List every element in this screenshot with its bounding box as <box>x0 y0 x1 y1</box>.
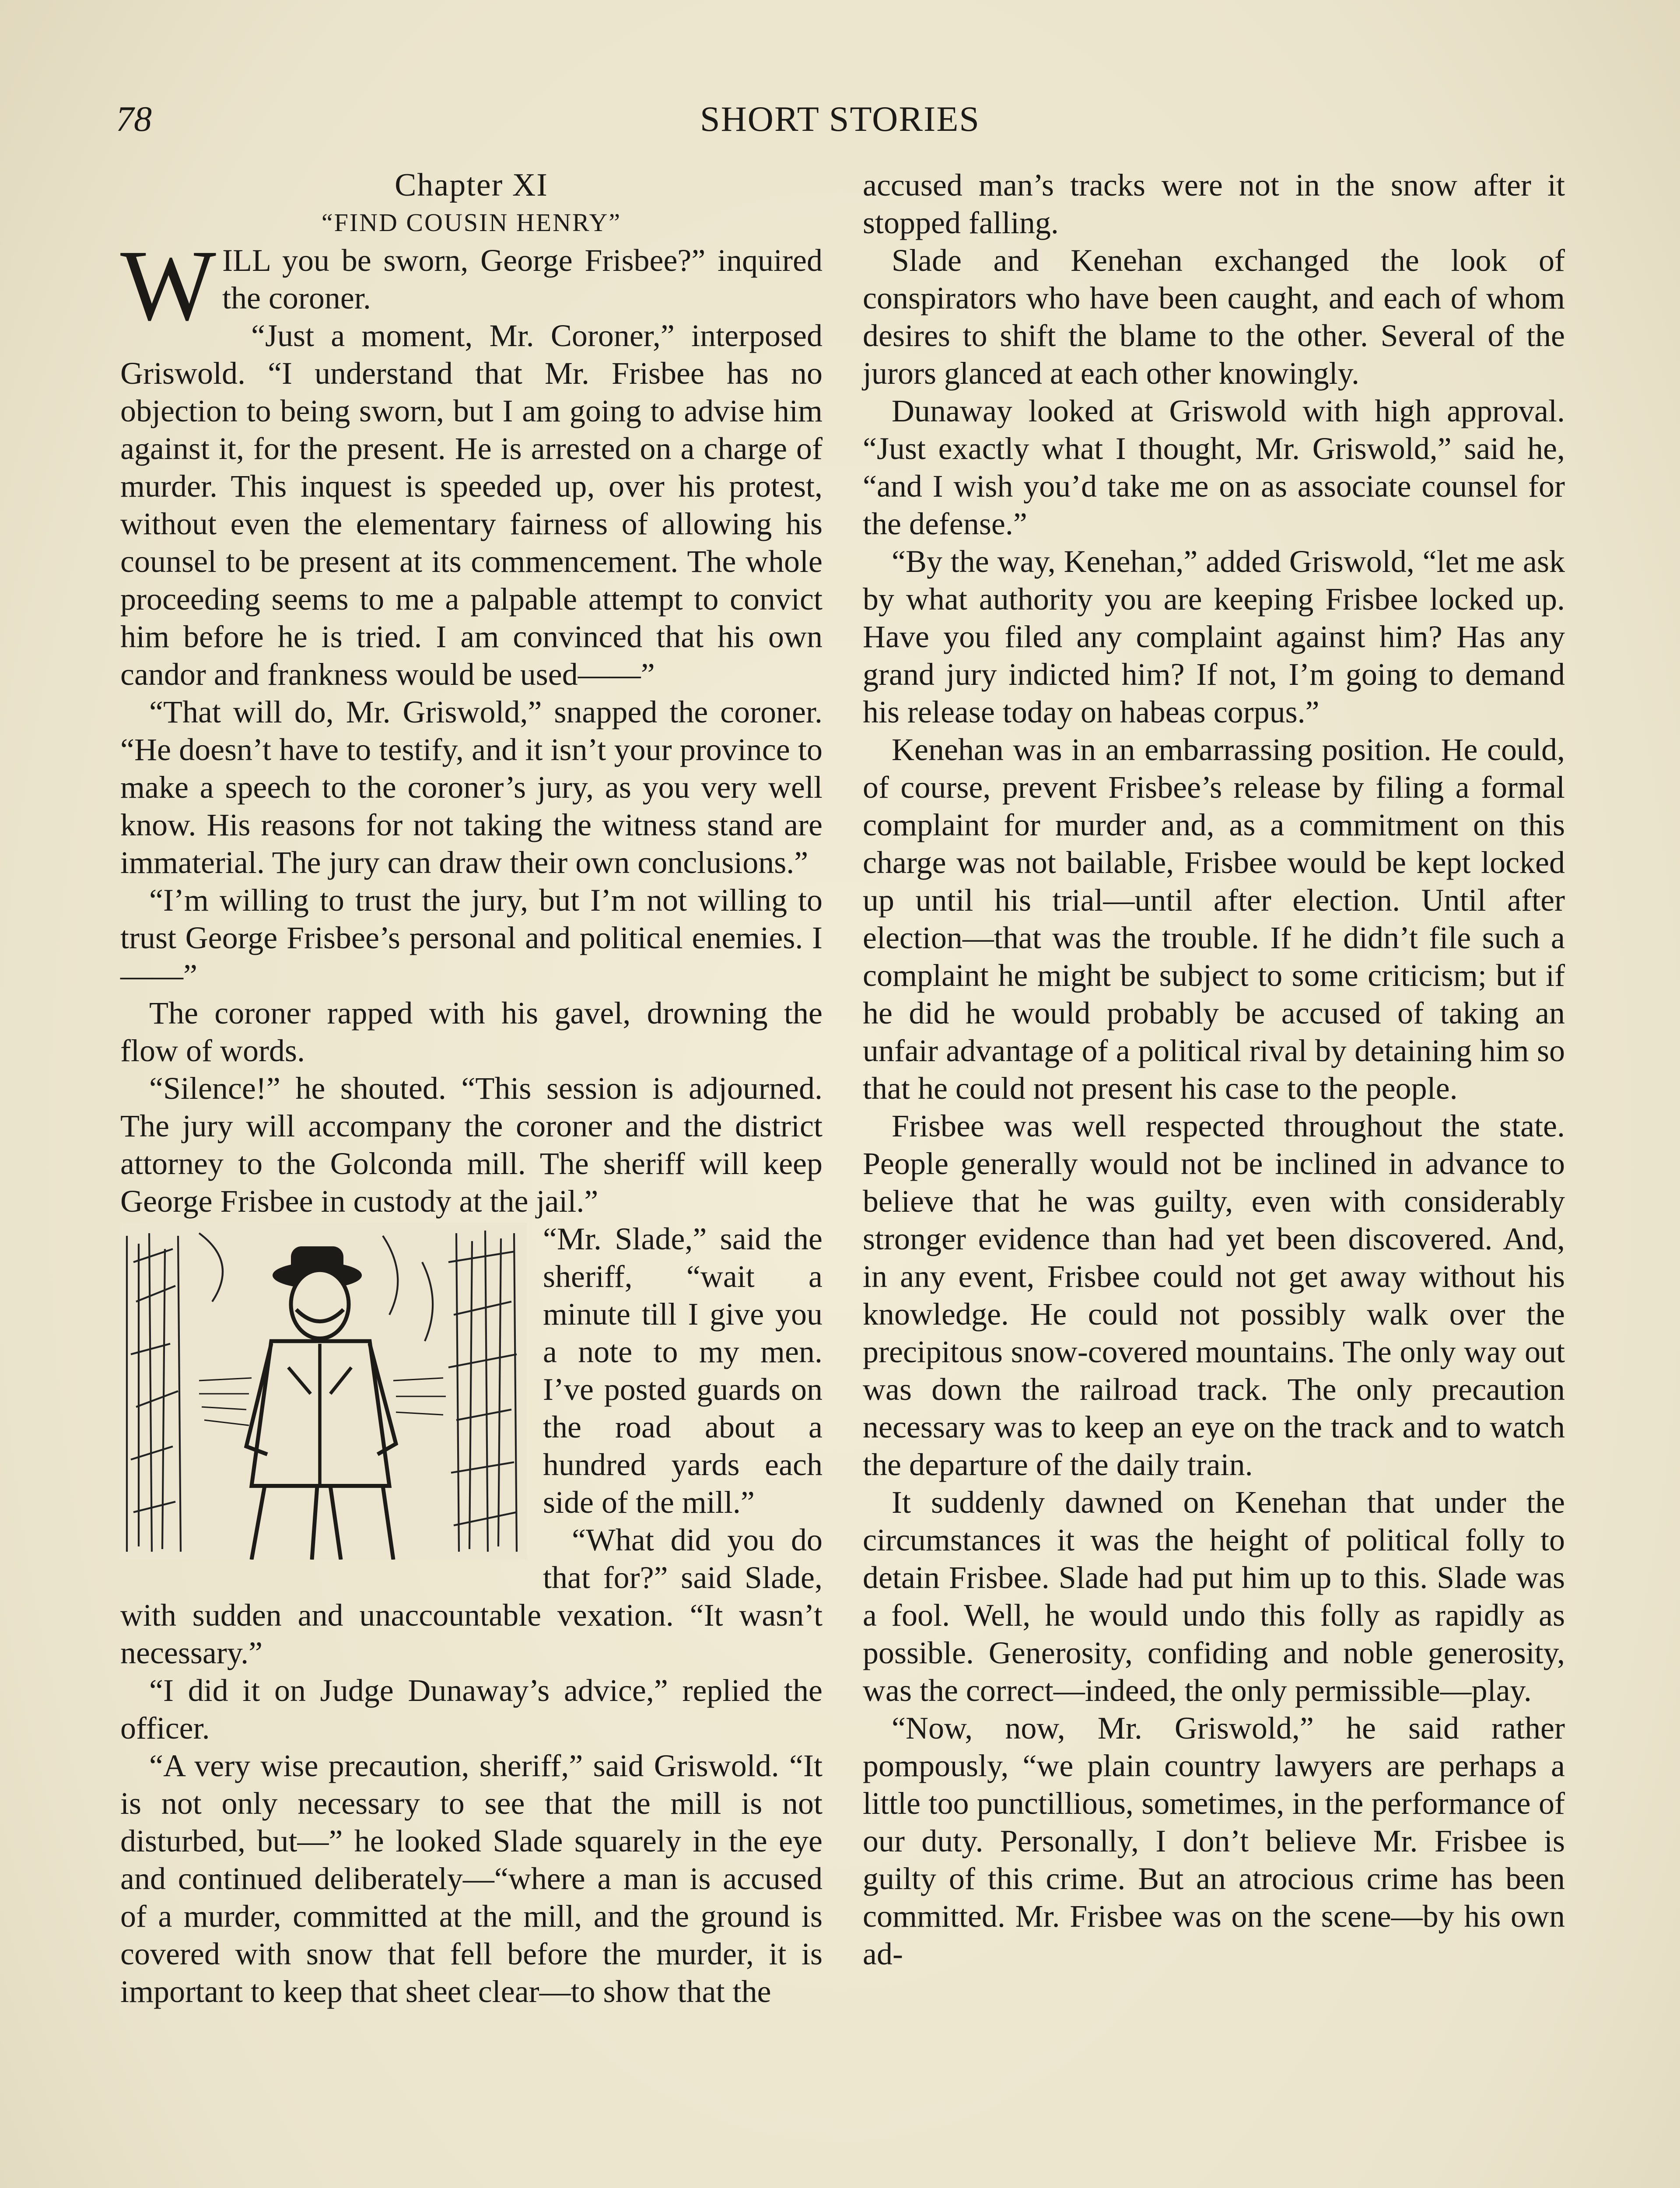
paragraph: “A very wise precaution, sheriff,” said Griswold. “It is not only necessary to see that the mill is not disturbed, but—” he looked Slade squarely in the eye and continued deliberately—“where a man is accused of a murder, committed at the mill, and the ground is covered with snow that fell before the murder, it is important to keep that sheet clear—to show that the <box>120 1748 822 2009</box>
page-number: 78 <box>116 99 152 139</box>
paragraph: “Just a moment, Mr. Coroner,” interposed Griswold. “I understand that Mr. Frisbee has no objection to being sworn, but I am going to advise him against it, for the present. He is arrested on a charge of murder. This inquest is speeded up, over his protest, without even the elementary fairness of allowing his counsel to be present at its commencement. The whole proceeding seems to me a palpable attempt to convict him before he is tried. I am convinced that his own candor and frankness would be used——” <box>120 318 822 692</box>
paragraph: “Silence!” he shouted. “This session is adjourned. The jury will accompany the coroner and the district attorney to the Golconda mill. The sheriff will keep George Frisbee in custody at the jail.” <box>120 1071 822 1219</box>
left-column <box>120 166 822 2010</box>
paragraph: “I did it on Judge Dunaway’s advice,” replied the officer. <box>120 1673 822 1746</box>
paragraph: Slade and Kenehan exchanged the look of conspirators who have been caught, and each of whom desires to shift the blame to the other. Several of the jurors glanced at each other knowingly. <box>863 243 1565 391</box>
paragraph: “By the way, Kenehan,” added Griswold, “let me ask by what authority you are keeping Frisbee locked up. Have you filed any complaint against him? Has any grand jury indicted him? If not, I’m going to demand his release today on habeas corpus.” <box>863 544 1565 729</box>
paragraph <box>120 1220 822 1521</box>
chapter-title: Chapter XI <box>395 167 548 203</box>
paragraph: accused man’s tracks were not in the snow after it stopped falling. <box>863 168 1565 240</box>
chapter-subtitle: “FIND COUSIN HENRY” <box>321 208 622 237</box>
paragraph: Kenehan was in an embarrassing position. He could, of course, prevent Frisbee’s release by filing a formal complaint for murder and, as a commitment on this charge was not bailable, Frisbee would be kept locked up until his trial—until after election. Until after election—that was the trouble. If he didn’t file such a complaint he might be subject to some criticism; but if he did he would probably be accused of taking an unfair advantage of a political rival by detaining him so that he could not present his case to the people. <box>863 732 1565 1106</box>
paragraph: The coroner rapped with his gavel, drowning the flow of words. <box>120 996 822 1068</box>
paragraph: It suddenly dawned on Kenehan that under the circumstances it was the height of political folly to detain Frisbee. Slade had put him up to this. Slade was a fool. Well, he would undo this folly as rapidly as possible. Generosity, confiding and noble generosity, was the correct—indeed, the only permissible—play. <box>863 1485 1565 1708</box>
paragraph: “What did you do that for?” said Slade, with sudden and unaccountable vexation. “It wasn’t necessary.” <box>120 1522 822 1670</box>
page-header <box>116 98 1564 147</box>
paragraph: Frisbee was well respected throughout the state. People generally would not be inclined in advance to believe that he was guilty, even with considerably stronger evidence than had yet been discovered. And, in any event, Frisbee could not get away without his knowledge. He could not possibly walk over the precipitous snow-covered mountains. The only way out was down the railroad track. The only precaution necessary was to keep an eye on the track and to watch the departure of the daily train. <box>863 1108 1565 1482</box>
running-head: SHORT STORIES <box>700 99 980 139</box>
illustration <box>120 1223 527 1560</box>
drop-cap: W <box>120 229 216 342</box>
paragraph-text: ILL you be sworn, George Frisbee?” inquired the coroner. <box>222 243 822 316</box>
paragraph: “That will do, Mr. Griswold,” snapped the coroner. “He doesn’t have to testify, and it isn’t your province to make a speech to the coroner’s jury, as you very well know. His reasons for not taking the witness stand are immaterial. The jury can draw their own conclusions.” <box>120 694 822 880</box>
paragraph: “I’m willing to trust the jury, but I’m not willing to trust George Frisbee’s personal and political enemies. I——” <box>120 883 822 993</box>
paragraph: Dunaway looked at Griswold with high approval. “Just exactly what I thought, Mr. Griswold,” said he, “and I wish you’d take me on as associate counsel for the defense.” <box>863 393 1565 541</box>
paragraph: “Now, now, Mr. Griswold,” he said rather pompously, “we plain country lawyers are perhaps a little too punctillious, sometimes, in the performance of our duty. Personally, I don’t believe Mr. Frisbee is guilty of this crime. But an atrocious crime has been committed. Mr. Frisbee was on the scene—by his own ad- <box>863 1711 1565 1971</box>
right-column <box>863 166 1565 1973</box>
paragraph-text: “Mr. Slade,” said the sheriff, “wait a minute till I give you a note to my men. I’ve posted guards on the road about a hundred yards each side of the mill.” <box>543 1221 822 1520</box>
paragraph <box>120 229 822 342</box>
woodcut-man-illustration <box>120 1223 527 1560</box>
